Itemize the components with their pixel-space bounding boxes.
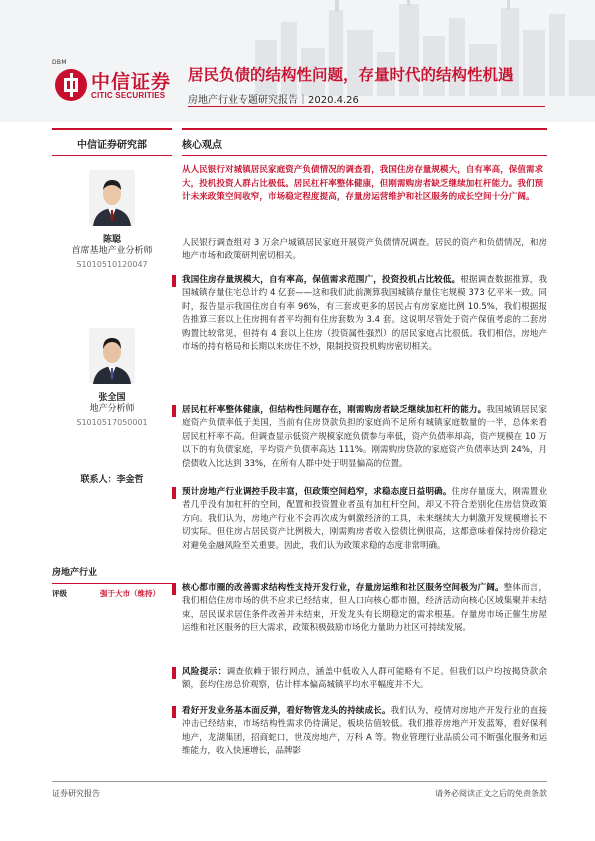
paragraph-text: 住房存量庞大，刚需置业者几乎没有加杠杆的空间，配置和投资置业者虽有加杠杆空间，却又不符合差别化住房信贷政策方向。我们认为，房地产行业不会再次成为刺激经济的工具，未来继续大力刺激开发规模增长不切实际。但住房占居民资产比例极大，刚需购房者收入偿债比例很高，这都意味着保持房价稳定对避免金融风险至关重要。因此，我们认为政策求稳的态度非常明确。: [182, 487, 547, 551]
analyst-cert-number: S1010517050001: [76, 418, 148, 427]
paragraph-lead: 预计房地产行业调控手段丰富，但政策空间趋窄，求稳态度日益明确。: [182, 487, 452, 497]
citic-logo: [53, 63, 181, 111]
paragraph: [182, 237, 547, 264]
paragraph-lead: 核心都市圈的改善需求结构性支持开发行业，存量房运维和社区服务空间极为广阔。: [182, 583, 504, 593]
paragraph: [182, 274, 547, 354]
analyst-card: [52, 328, 172, 427]
paragraph-lead: 看好开发业务基本面反弹，看好物管龙头的持续成长。: [182, 706, 391, 716]
logo-text-en: CITIC SECURITIES: [91, 91, 166, 100]
research-dept-heading: 中信证券研究部: [52, 128, 172, 156]
footer-disclaimer: 请务必阅读正文之后的免责条款: [435, 789, 547, 798]
paragraph-lead: 居民杠杆率整体健康，但结构性问题存在，刚需购房者缺乏继续加杠杆的能力。: [182, 405, 487, 415]
paragraph-text: 调查依赖于银行网点，涵盖中低收入人群可能略有不足。但我们以户均按揭贷款余额，套均住房总价观察，估计样本偏高城镇平均水平幅度并不大。: [182, 667, 547, 691]
rating-row: [52, 584, 172, 599]
core-summary: 从人民银行对城镇居民家庭资产负债情况的调查看，我国住房存量规模大，自有率高，保值需求大，投机投资人群占比极低。居民杠杆率整体健康，但刚需购房者缺乏继续加杠杆能力。我们预计未来政策空间收窄，市场稳定程度提高，存量房运营维护和社区服务的成长空间十分广阔。: [182, 165, 544, 202]
report-title: 居民负债的结构性问题，存量时代的结构性机遇: [188, 66, 514, 84]
report-subtitle: 房地产行业专题研究报告｜2020.4.26: [188, 95, 359, 106]
core-views-heading: 核心观点: [182, 128, 547, 156]
rating-label: 评级: [52, 589, 67, 598]
paragraph-text: 人民银行调查组对 3 万余户城镇居民家庭开展资产负债情况调查。居民的资产和负债情况，和房地产市场和政策研判密切相关。: [182, 238, 547, 262]
bullet-marker: [172, 405, 176, 417]
paragraph-lead: 风险提示：: [182, 667, 227, 677]
paragraph: [182, 666, 547, 693]
bullet-marker: [172, 667, 176, 679]
analyst-card: [52, 170, 172, 269]
bullet-marker: [172, 583, 176, 595]
citic-logo-icon: [55, 69, 87, 101]
analyst-photo: [89, 170, 135, 226]
industry-name: 房地产行业: [52, 565, 172, 584]
contact-person: 联系人：李金哲: [80, 475, 144, 485]
bullet-marker: [172, 706, 176, 718]
core-views-section: [182, 128, 547, 205]
paragraph-text: 整体而言，我们相信住房市场的供不应求已经结束，但人口向核心都市圈，经济活动向核心区域集聚并未结束，居民谋求居住条件改善并未结束，开发龙头有长期稳定的需求根基。存量房市场正催生房屋运维和社区服务的巨大需求，政策积极鼓励市场化力量助力社区可持续发展。: [182, 583, 547, 634]
footer-divider: [52, 781, 547, 782]
paragraph-text: 根据调查数据推算，我国城镇存量住宅总计约 4 亿套——这和我们此前测算我国城镇存量住宅规模 373 亿平米一致。同时，报告显示我国住房自有率 96%，有三套或更多的居民占有房家庭比例 10.5%，我们根据报告推算三套以上住房拥有者平均拥有住房套数为 3.4 套。这说明尽管处于资产保值考虑的二套房购置比较常见，但持有 4 套以上住房（投资属性强烈）的居民家庭占比很低。我们相信，房地产市场的持有格局和长期以来房住不炒，限制投资投机购房密切相关。: [182, 275, 547, 353]
paragraph-lead: 我国住房存量规模大，自有率高，保值需求范围广，投资投机占比较低。: [182, 275, 461, 285]
paragraph: [182, 404, 547, 471]
industry-rating-box: [52, 565, 172, 599]
document-code: DBM: [52, 59, 67, 66]
footer-label: 证券研究报告: [52, 789, 100, 798]
paragraph-text: 我国城镇居民家庭资产负债率低于美国，当前有住房贷款负担的家庭尚不足所有城镇家庭数量的一半，总体来看居民杠杆率不高。但调查显示低资产规模家庭负债参与率低，资产负债率却高，资产规模在 10 万以下的有负债家庭，平均资产负债率高达 111%。刚需购房贷款的家庭资产负债率达到 24%，月偿债收入比达到 33%，在所有人群中处于明显偏高的位置。: [182, 405, 547, 469]
bullet-marker: [172, 487, 176, 499]
analyst-title: 地产分析师: [89, 404, 135, 414]
paragraph-text: 我们认为，疫情对房地产开发行业的直接冲击已经结束，市场结构性需求仍待满足，板块估值较低。我们推荐房地产开发蓝筹，看好保利地产，龙湖集团，招商蛇口，世茂房地产，万科 A 等。物业管理行业品质公司不断强化服务和运维能力，收入快速增长，品牌影: [182, 706, 547, 757]
paragraph: [182, 582, 547, 636]
analyst-name: 张全国: [98, 393, 126, 403]
analyst-title: 首席基地产业分析师: [71, 246, 153, 256]
rating-value: 强于大市（维持）: [100, 589, 160, 598]
paragraph: [182, 705, 547, 759]
paragraph: [182, 486, 547, 553]
analyst-name: 陈聪: [102, 235, 121, 245]
title-divider: [188, 106, 545, 107]
bullet-marker: [172, 275, 176, 287]
analyst-photo: [89, 328, 135, 384]
left-sidebar: [52, 128, 172, 485]
logo-text-cn: 中信证券: [91, 71, 172, 93]
analyst-cert-number: S1010510120047: [76, 260, 148, 269]
